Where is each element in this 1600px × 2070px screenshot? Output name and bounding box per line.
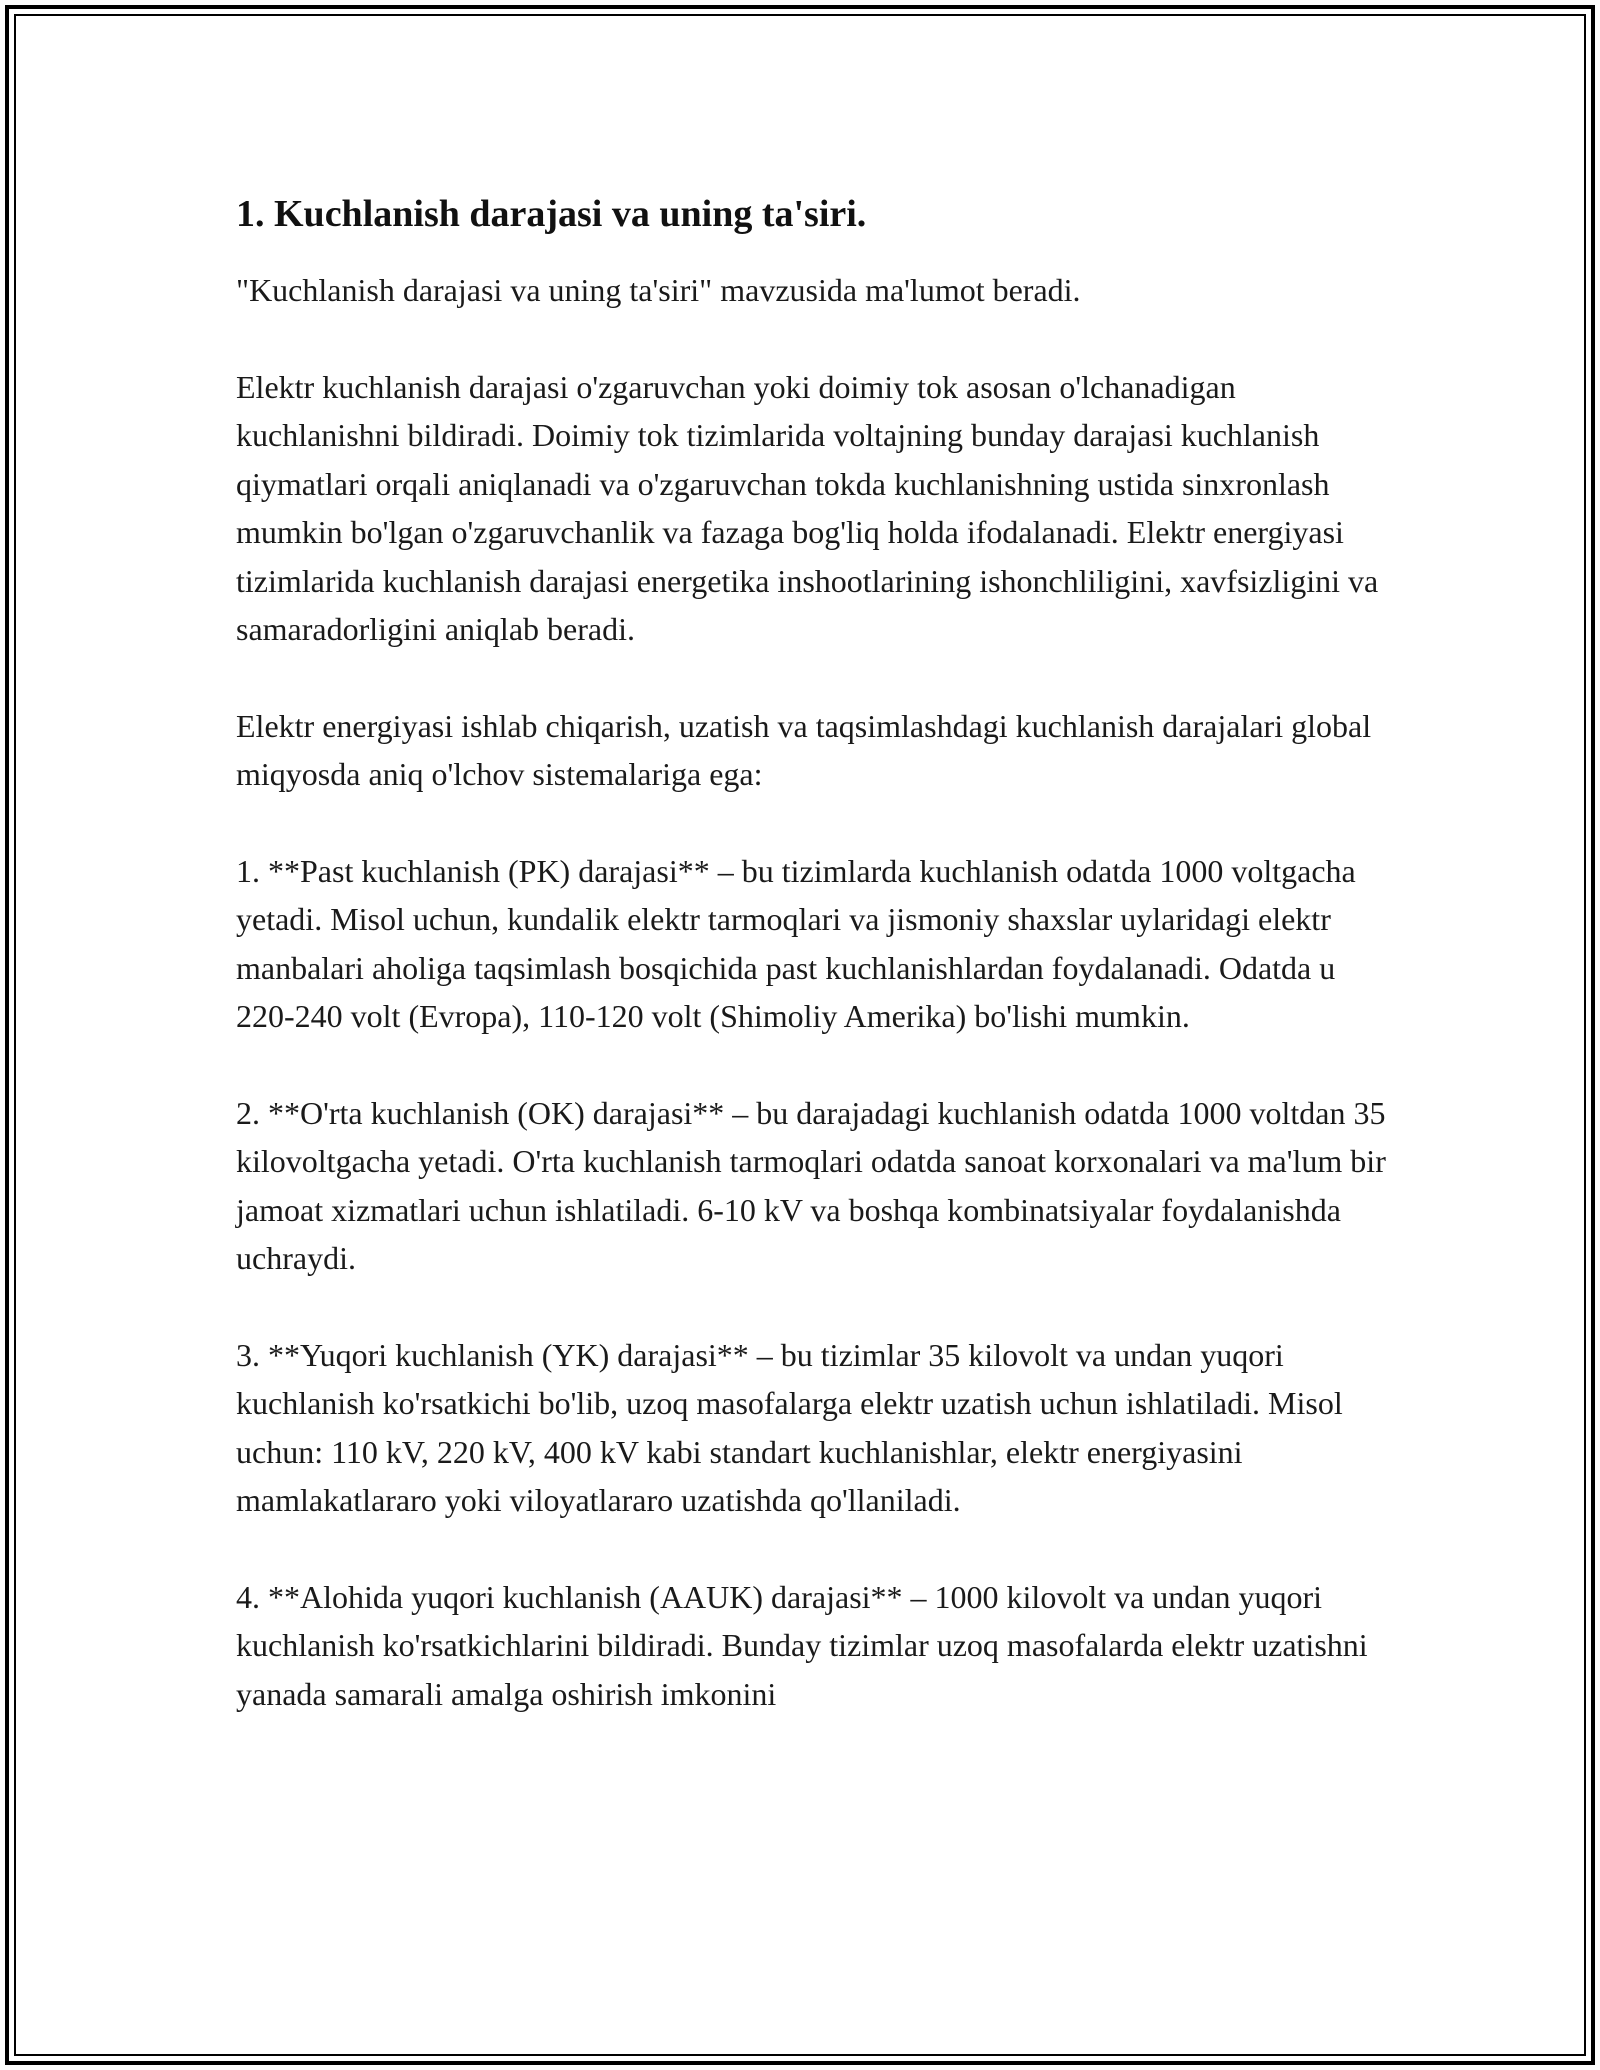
low-voltage-paragraph: 1. **Past kuchlanish (PK) darajasi** – bu tizimlarda kuchlanish odatda 1000 voltgacha yetadi. Misol uchun, kundalik elektr tarmoqlari va jismoniy shaxslar uylaridagi elektr manbalari aholiga taqsimlash bosqichida past kuchlanishlardan foydalanadi. Odatda u 220-240 volt (Evropa), 110-120 volt (Shimoliy Amerika) bo'lishi mumkin. <box>236 852 1356 1034</box>
document-body <box>236 186 1386 1766</box>
definition-paragraph: Elektr kuchlanish darajasi o'zgaruvchan yoki doimiy tok asosan o'lchanadigan kuchlanishni bildiradi. Doimiy tok tizimlarida voltajning bunday darajasi kuchlanish qiymatlari orqali aniqlanadi va o'zgaruvchan tokda kuchlanishning ustida sinxronlash mumkin bo'lgan o'zgaruvchanlik va fazaga bog'liq holda ifodalanadi. Elektr energiyasi tizimlarida kuchlanish darajasi energetika inshootlarining ishonchliligini, xavfsizligini va samaradorligini aniqlab beradi. <box>236 368 1379 647</box>
levels-intro-paragraph: Elektr energiyasi ishlab chiqarish, uzatish va taqsimlashdagi kuchlanish darajalari global miqyosda aniq o'lchov sistemalariga ega: <box>236 707 1372 792</box>
intro-paragraph: "Kuchlanish darajasi va uning ta'siri" mavzusida ma'lumot beradi. <box>236 272 1081 308</box>
document-title: 1. Kuchlanish darajasi va uning ta'siri. <box>236 193 867 235</box>
high-voltage-paragraph: 3. **Yuqori kuchlanish (YK) darajasi** – bu tizimlar 35 kilovolt va undan yuqori kuchlanish ko'rsatkichi bo'lib, uzoq masofalarga elektr uzatish uchun ishlatiladi. Misol uchun: 110 kV, 220 kV, 400 kV kabi standart kuchlanishlar, elektr energiyasini mamlakatlararo yoki viloyatlararo uzatishda qo'llaniladi. <box>236 1336 1343 1518</box>
medium-voltage-paragraph: 2. **O'rta kuchlanish (OK) darajasi** – bu darajadagi kuchlanish odatda 1000 voltdan 35 kilovoltgacha yetadi. O'rta kuchlanish tarmoqlari odatda sanoat korxonalari va ma'lum bir jamoat xizmatlari uchun ishlatiladi. 6-10 kV va boshqa kombinatsiyalar foydalanishda uchraydi. <box>236 1094 1386 1276</box>
extra-high-voltage-paragraph: 4. **Alohida yuqori kuchlanish (AAUK) darajasi** – 1000 kilovolt va undan yuqori kuchlanish ko'rsatkichlarini bildiradi. Bunday tizimlar uzoq masofalarda elektr uzatishni yanada samarali amalga oshirish imkonini <box>236 1578 1368 1712</box>
